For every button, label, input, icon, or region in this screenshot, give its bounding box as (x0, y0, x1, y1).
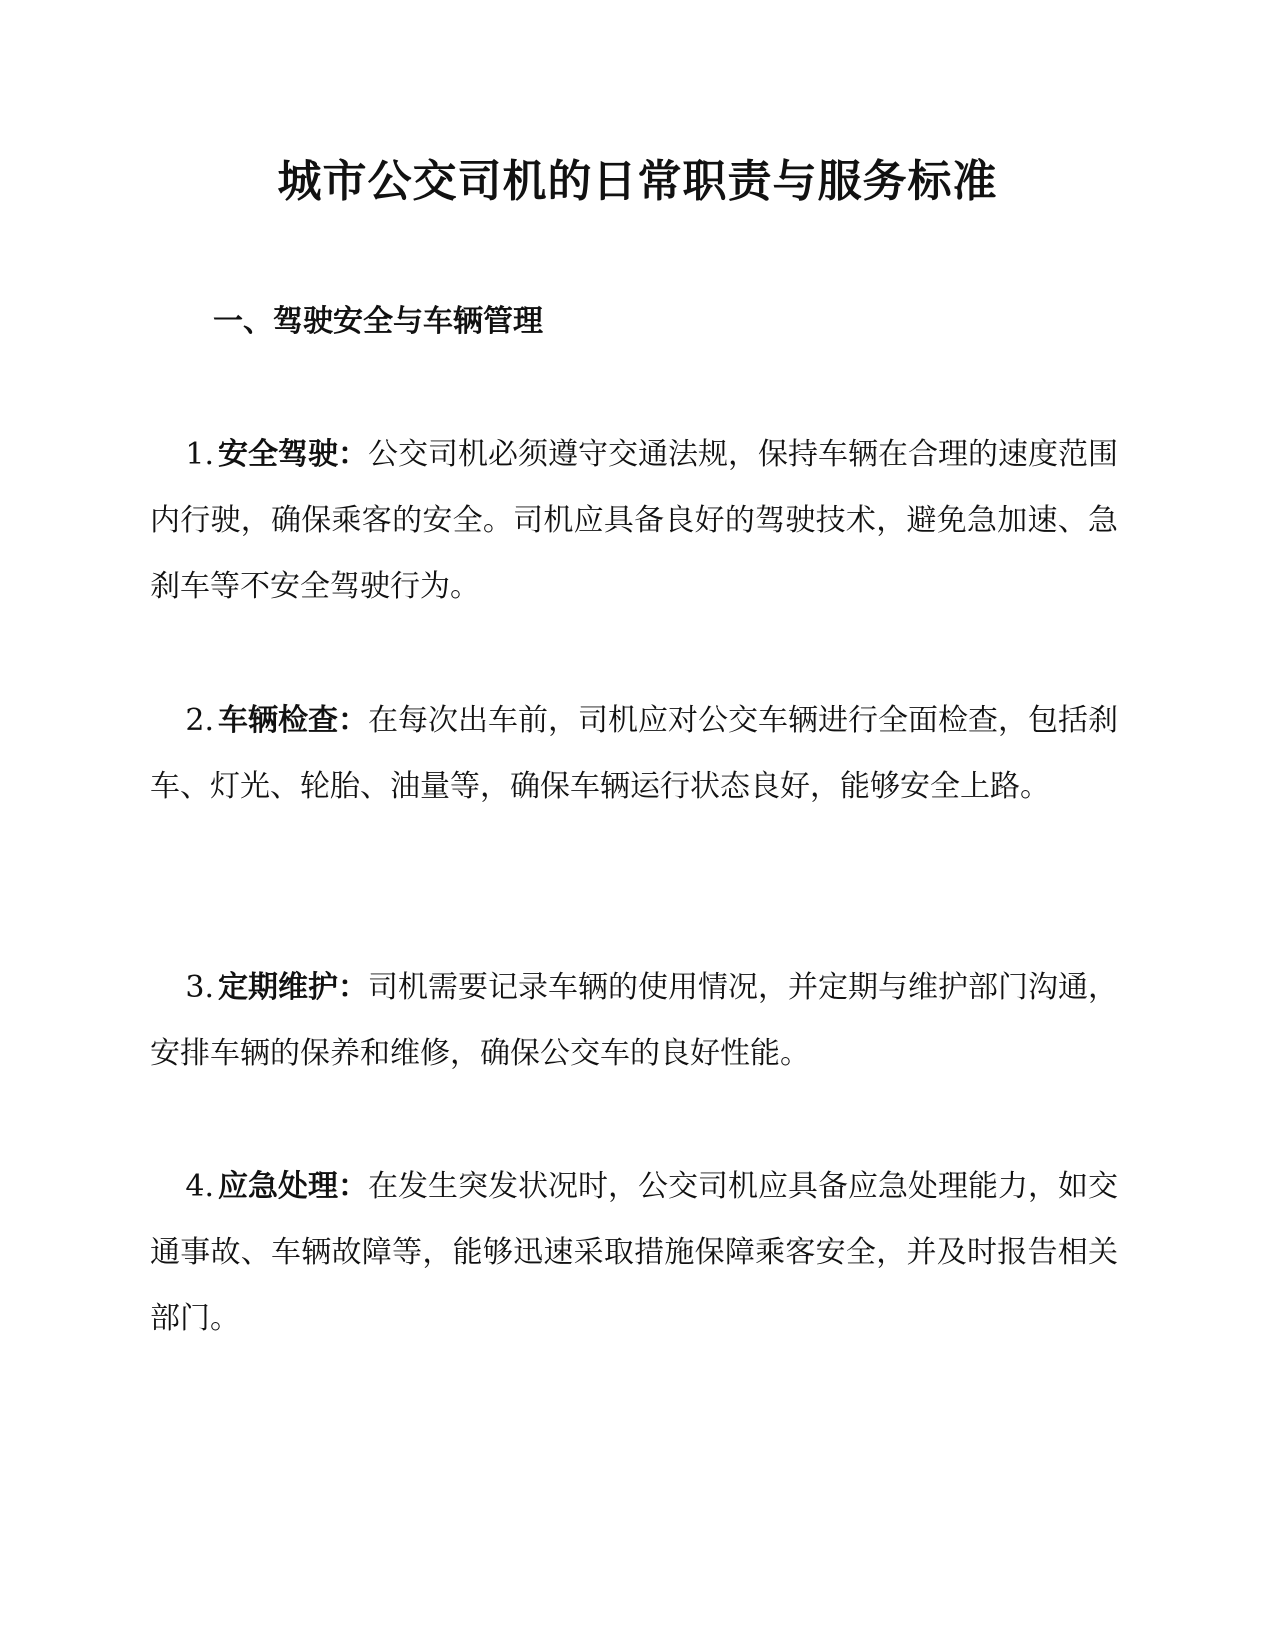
item-text: 在发生突发状况时，公交司机应具备应急处理能力，如交通事故、车辆故障等，能够迅速采取措施保障乘客安全，并及时报告相关部门。 (150, 1169, 1118, 1336)
item-number: 2. (185, 703, 214, 738)
item-text: 在每次出车前，司机应对公交车辆进行全面检查，包括刹车、灯光、轮胎、油量等，确保车辆运行状态良好，能够安全上路。 (150, 703, 1118, 804)
list-item-maintenance (150, 955, 1118, 1087)
document-title: 城市公交司机的日常职责与服务标准 (277, 156, 998, 207)
item-number: 3. (185, 970, 214, 1005)
item-number: 4. (185, 1169, 214, 1204)
list-item-vehicle-check (150, 688, 1118, 820)
item-number: 1. (185, 437, 214, 472)
item-label: 安全驾驶： (218, 437, 368, 472)
item-label: 应急处理： (218, 1169, 368, 1204)
list-item-safe-driving (150, 422, 1118, 620)
item-label: 车辆检查： (218, 703, 368, 738)
section-heading: 一、驾驶安全与车辆管理 (213, 304, 543, 339)
item-label: 定期维护： (218, 970, 368, 1005)
item-text: 公交司机必须遵守交通法规，保持车辆在合理的速度范围内行驶，确保乘客的安全。司机应具备良好的驾驶技术，避免急加速、急刹车等不安全驾驶行为。 (150, 437, 1118, 604)
item-text: 司机需要记录车辆的使用情况，并定期与维护部门沟通，安排车辆的保养和维修，确保公交车的良好性能。 (150, 970, 1118, 1071)
list-item-emergency (150, 1154, 1118, 1352)
